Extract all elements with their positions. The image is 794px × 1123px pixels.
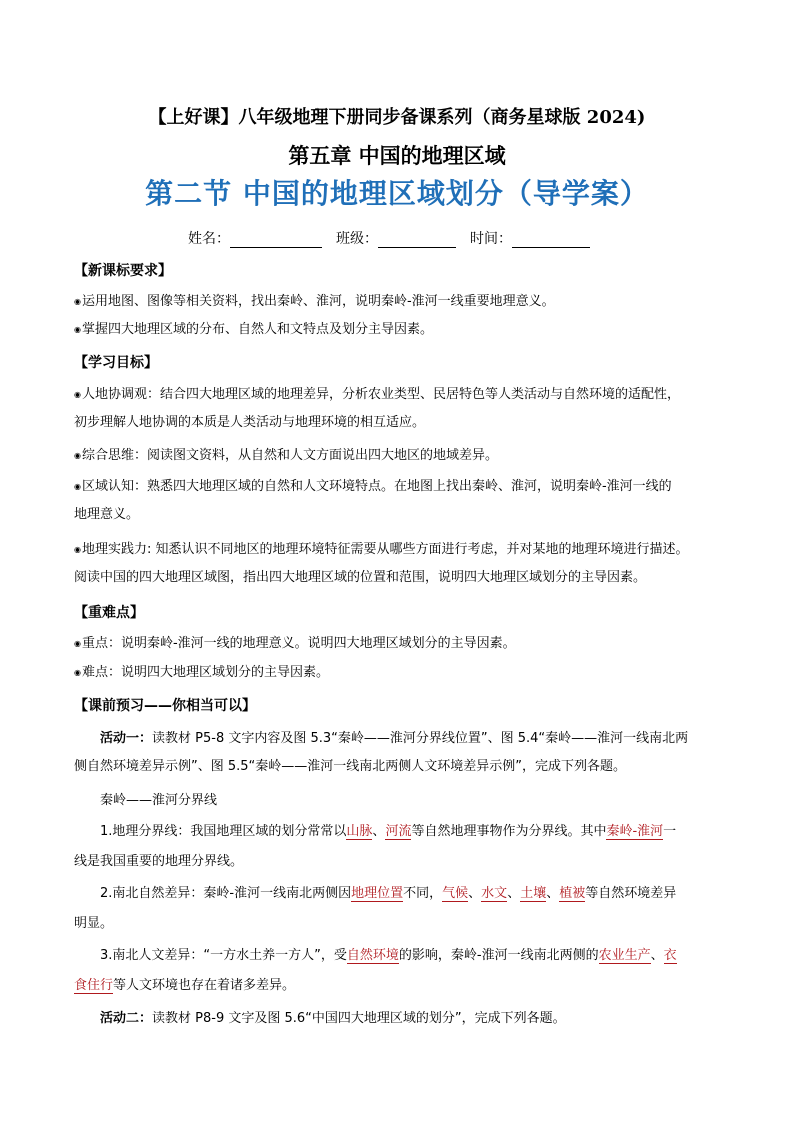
- answer-blank: 秦岭-淮河: [606, 824, 664, 839]
- key-point-item: ◉难点：说明四大地理区域划分的主导因素。: [74, 665, 329, 680]
- bullet-icon: ◉: [74, 451, 81, 460]
- goal-item: ◉综合思维：阅读图文资料，从自然和人文方面说出四大地区的地域差异。: [74, 448, 498, 463]
- activity-2: 活动二：读教材 P8-9 文字及图 5.6“中国四大地理区域的划分”，完成下列各题。: [100, 1011, 566, 1026]
- goal-item: ◉地理实践力: 知悉认识不同地区的地理环境特征需要从哪些方面进行考虑，并对某地的地理环境进行描述。 阅读中国的四大地理区域图，指出四大地理区域的位置和范围，说明四大地理区域划分的主导因素。: [74, 542, 689, 585]
- bullet-icon: ◉: [74, 668, 81, 677]
- key-point-item: ◉重点：说明秦岭-淮河一线的地理意义。说明四大地理区域划分的主导因素。: [74, 636, 516, 651]
- answer-blank: 食住行: [74, 978, 114, 993]
- name-label: 姓名：: [188, 231, 230, 247]
- bullet-icon: ◉: [74, 482, 81, 491]
- answer-blank: 农业生产: [598, 948, 651, 963]
- answer-blank: 水文: [481, 886, 508, 901]
- goal-item: ◉人地协调观：结合四大地理区域的地理差异，分析农业类型、民居特色等人类活动与自然环境的适配性， 初步理解人地协调的本质是人类活动与地理环境的相互适应。: [74, 387, 680, 430]
- standard-item: ◉掌握四大地理区域的分布、自然人和文特点及划分主导因素。: [74, 322, 433, 337]
- preview-heading: 【课前预习——你相当可以】: [74, 698, 256, 714]
- answer-blank: 地理位置: [351, 886, 404, 901]
- answer-blank: 衣: [663, 948, 677, 963]
- activity-2-label: 活动二：: [100, 1011, 153, 1026]
- class-label: 班级：: [336, 231, 378, 247]
- bullet-icon: ◉: [74, 545, 81, 554]
- class-blank[interactable]: [378, 233, 456, 248]
- key-points-heading: 【重难点】: [74, 605, 144, 621]
- goal-item: ◉区域认知：熟悉四大地理区域的自然和人文环境特点。在地图上找出秦岭、淮河，说明秦岭-淮河一线的 地理意义。: [74, 479, 672, 522]
- new-standard-heading: 【新课标要求】: [74, 263, 172, 279]
- activity-1: 活动一：读教材 P5-8 文字内容及图 5.3“秦岭——淮河分界线位置”、图 5.4“秦岭——淮河一线南北两 侧自然环境差异示例”、图 5.5“秦岭——淮河一线南北两侧人文环境差异示例”，完成下列各题。: [74, 731, 689, 774]
- series-title: 【上好课】八年级地理下册同步备课系列（商务星球版 2024): [148, 107, 646, 128]
- question-2: 2.南北自然差异：秦岭-淮河一线南北两侧因地理位置不同，气候、水文、土壤、植被等自然环境差异 明显。: [74, 886, 677, 931]
- bullet-icon: ◉: [74, 639, 81, 648]
- answer-blank: 土壤: [520, 886, 547, 901]
- bullet-icon: ◉: [74, 297, 81, 306]
- question-3: 3.南北人文差异：“一方水土养一方人”，受自然环境的影响，秦岭-淮河一线南北两侧的农业生产、衣 食住行等人文环境也存在着诸多差异。: [74, 948, 677, 993]
- time-label: 时间：: [470, 231, 512, 247]
- section-title: 第二节 中国的地理区域划分（导学案）: [145, 177, 649, 210]
- bullet-icon: ◉: [74, 325, 81, 334]
- answer-blank: 山脉: [346, 824, 373, 839]
- question-1: 1.地理分界线：我国地理区域的划分常常以山脉、河流等自然地理事物作为分界线。其中秦岭-淮河一 线是我国重要的地理分界线。: [74, 824, 677, 869]
- name-blank[interactable]: [230, 233, 322, 248]
- time-blank[interactable]: [512, 233, 590, 248]
- standard-item: ◉运用地图、图像等相关资料，找出秦岭、淮河，说明秦岭-淮河一线重要地理意义。: [74, 294, 555, 309]
- goals-heading: 【学习目标】: [74, 355, 158, 371]
- answer-blank: 河流: [385, 824, 412, 839]
- activity-1-label: 活动一：: [100, 731, 153, 746]
- answer-blank: 气候: [442, 886, 469, 901]
- boundary-subheading: 秦岭——淮河分界线: [100, 793, 218, 808]
- chapter-title: 第五章 中国的地理区域: [288, 144, 506, 168]
- bullet-icon: ◉: [74, 390, 81, 399]
- student-info-fields: [188, 228, 604, 248]
- answer-blank: 自然环境: [346, 948, 399, 963]
- answer-blank: 植被: [559, 886, 586, 901]
